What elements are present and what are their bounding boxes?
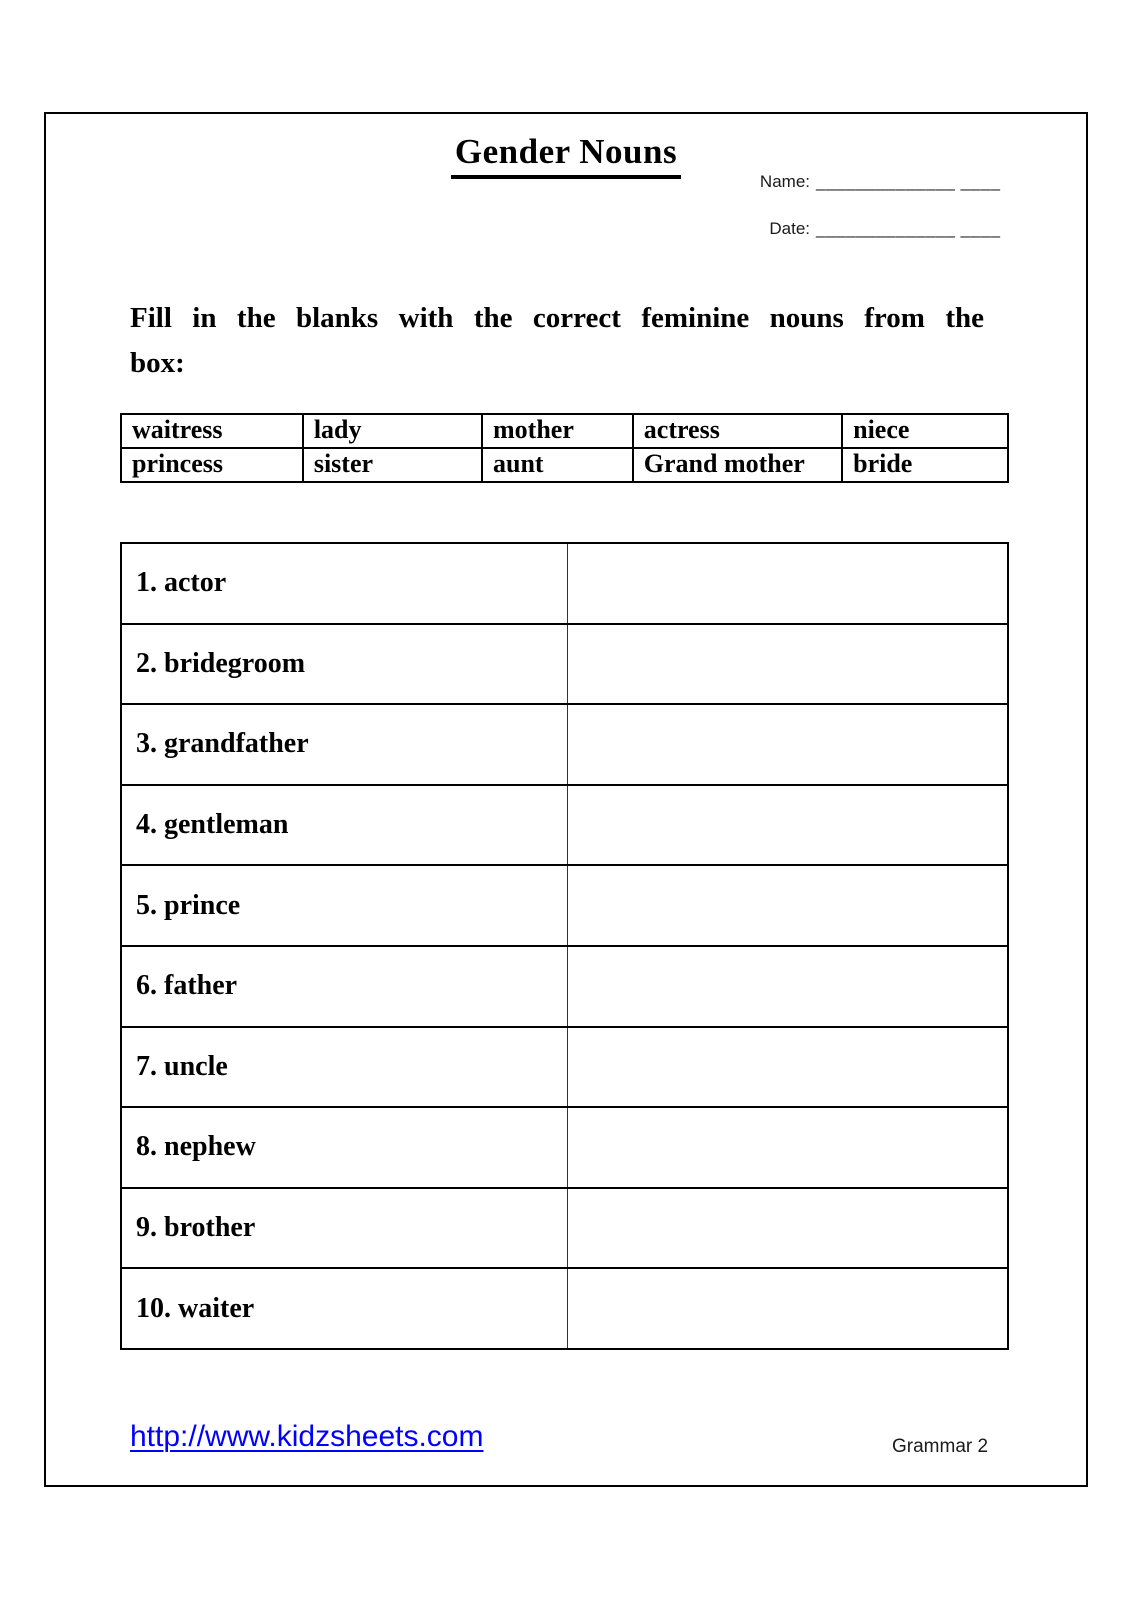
worksheet-series-label: Grammar 2 [892, 1436, 989, 1457]
question-cell: 1. actor [121, 543, 567, 624]
question-cell: 9. brother [121, 1188, 567, 1269]
word-bank-cell: waitress [121, 414, 303, 448]
word-bank-cell: bride [842, 448, 1008, 482]
answer-cell[interactable] [567, 1107, 1008, 1188]
name-row [758, 172, 1000, 192]
word-bank-cell: actress [633, 414, 842, 448]
answer-cell[interactable] [567, 865, 1008, 946]
word-bank-cell: niece [842, 414, 1008, 448]
question-cell: 3. grandfather [121, 704, 567, 785]
question-cell: 7. uncle [121, 1027, 567, 1108]
word-bank-cell: princess [121, 448, 303, 482]
word-bank-cell: mother [482, 414, 633, 448]
date-blank-line[interactable]: ______________ ____ [816, 219, 1001, 238]
word-bank-cell: aunt [482, 448, 633, 482]
page-border-frame [44, 112, 1088, 1487]
answer-cell[interactable] [567, 946, 1008, 1027]
date-row [758, 219, 1000, 239]
question-cell: 4. gentleman [121, 785, 567, 866]
question-cell: 6. father [121, 946, 567, 1027]
name-blank-line[interactable]: ______________ ____ [816, 172, 1001, 191]
answer-cell[interactable] [567, 1027, 1008, 1108]
question-row [121, 1107, 1008, 1188]
question-cell: 10. waiter [121, 1268, 567, 1349]
question-row [121, 785, 1008, 866]
question-row [121, 865, 1008, 946]
question-row [121, 1268, 1008, 1349]
answer-cell[interactable] [567, 1188, 1008, 1269]
instruction-line-1: Fill in the blanks with the correct feminine nouns from the [130, 302, 984, 334]
question-cell: 5. prince [121, 865, 567, 946]
answer-cell[interactable] [567, 1268, 1008, 1349]
name-date-block [758, 172, 1000, 266]
question-row [121, 624, 1008, 705]
answer-cell[interactable] [567, 543, 1008, 624]
question-cell: 8. nephew [121, 1107, 567, 1188]
instruction-text [130, 296, 984, 386]
word-bank-cell: Grand mother [633, 448, 842, 482]
date-label: Date: [769, 219, 810, 238]
name-label: Name: [759, 172, 810, 191]
question-row [121, 946, 1008, 1027]
questions-table [120, 542, 1009, 1350]
instruction-line-2: box: [130, 346, 185, 379]
question-row [121, 1027, 1008, 1108]
question-row [121, 543, 1008, 624]
word-bank-cell: lady [303, 414, 482, 448]
answer-cell[interactable] [567, 624, 1008, 705]
word-bank-row [121, 414, 1008, 448]
website-link[interactable]: http://www.kidzsheets.com [130, 1420, 484, 1453]
question-cell: 2. bridegroom [121, 624, 567, 705]
answer-cell[interactable] [567, 785, 1008, 866]
word-bank-row [121, 448, 1008, 482]
question-row [121, 704, 1008, 785]
word-bank-table [120, 413, 1009, 483]
word-bank-cell: sister [303, 448, 482, 482]
page-title: Gender Nouns [451, 132, 681, 179]
question-row [121, 1188, 1008, 1269]
answer-cell[interactable] [567, 704, 1008, 785]
